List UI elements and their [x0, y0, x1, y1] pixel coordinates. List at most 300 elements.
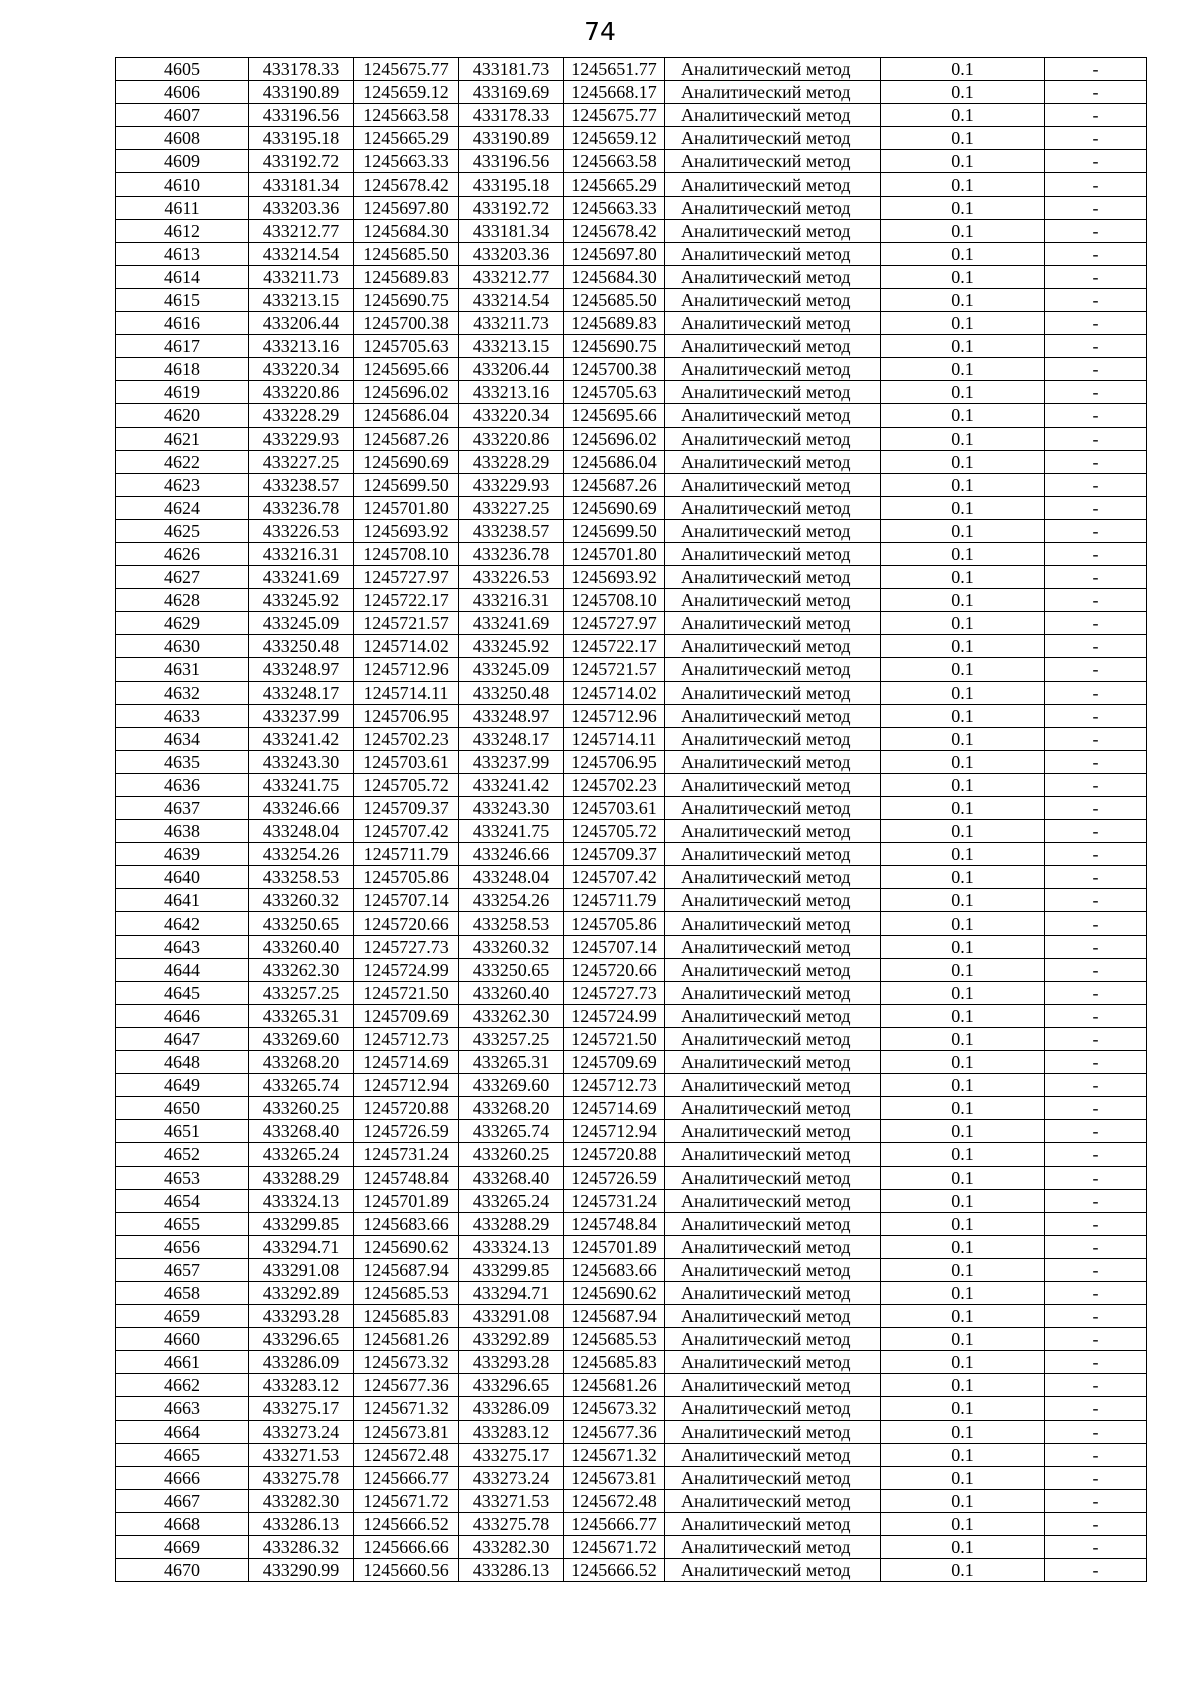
- note-cell: -: [1045, 750, 1147, 773]
- accuracy-cell: 0.1: [881, 358, 1045, 381]
- prev-x-cell: 433241.75: [459, 820, 564, 843]
- table-row: [116, 935, 1147, 958]
- table-row: [116, 1258, 1147, 1281]
- prev-y-cell: 1245705.86: [564, 912, 665, 935]
- x-coordinate-cell: 433238.57: [249, 473, 354, 496]
- note-cell: -: [1045, 1351, 1147, 1374]
- prev-y-cell: 1245685.53: [564, 1328, 665, 1351]
- y-coordinate-cell: 1245748.84: [354, 1166, 459, 1189]
- table-row: [116, 519, 1147, 542]
- method-cell: Аналитический метод: [665, 427, 881, 450]
- x-coordinate-cell: 433265.74: [249, 1074, 354, 1097]
- y-coordinate-cell: 1245712.94: [354, 1074, 459, 1097]
- point-number-cell: 4626: [116, 542, 249, 565]
- point-number-cell: 4662: [116, 1374, 249, 1397]
- note-cell: -: [1045, 797, 1147, 820]
- method-cell: Аналитический метод: [665, 127, 881, 150]
- accuracy-cell: 0.1: [881, 727, 1045, 750]
- prev-y-cell: 1245672.48: [564, 1489, 665, 1512]
- accuracy-cell: 0.1: [881, 150, 1045, 173]
- x-coordinate-cell: 433269.60: [249, 1027, 354, 1050]
- prev-x-cell: 433250.48: [459, 681, 564, 704]
- prev-y-cell: 1245684.30: [564, 265, 665, 288]
- method-cell: Аналитический метод: [665, 1027, 881, 1050]
- method-cell: Аналитический метод: [665, 104, 881, 127]
- prev-y-cell: 1245712.96: [564, 704, 665, 727]
- note-cell: -: [1045, 265, 1147, 288]
- prev-x-cell: 433181.73: [459, 58, 564, 81]
- table-row: [116, 104, 1147, 127]
- x-coordinate-cell: 433286.13: [249, 1512, 354, 1535]
- prev-y-cell: 1245665.29: [564, 173, 665, 196]
- y-coordinate-cell: 1245705.86: [354, 866, 459, 889]
- prev-x-cell: 433324.13: [459, 1235, 564, 1258]
- y-coordinate-cell: 1245714.11: [354, 681, 459, 704]
- y-coordinate-cell: 1245666.77: [354, 1466, 459, 1489]
- prev-x-cell: 433265.74: [459, 1120, 564, 1143]
- table-row: [116, 58, 1147, 81]
- x-coordinate-cell: 433294.71: [249, 1235, 354, 1258]
- x-coordinate-cell: 433195.18: [249, 127, 354, 150]
- method-cell: Аналитический метод: [665, 150, 881, 173]
- table-row: [116, 1281, 1147, 1304]
- accuracy-cell: 0.1: [881, 935, 1045, 958]
- note-cell: -: [1045, 219, 1147, 242]
- y-coordinate-cell: 1245697.80: [354, 196, 459, 219]
- method-cell: Аналитический метод: [665, 681, 881, 704]
- y-coordinate-cell: 1245706.95: [354, 704, 459, 727]
- accuracy-cell: 0.1: [881, 1027, 1045, 1050]
- note-cell: -: [1045, 1443, 1147, 1466]
- method-cell: Аналитический метод: [665, 935, 881, 958]
- accuracy-cell: 0.1: [881, 265, 1045, 288]
- method-cell: Аналитический метод: [665, 288, 881, 311]
- prev-x-cell: 433245.09: [459, 658, 564, 681]
- prev-x-cell: 433190.89: [459, 127, 564, 150]
- method-cell: Аналитический метод: [665, 1397, 881, 1420]
- accuracy-cell: 0.1: [881, 981, 1045, 1004]
- point-number-cell: 4610: [116, 173, 249, 196]
- prev-x-cell: 433257.25: [459, 1027, 564, 1050]
- point-number-cell: 4651: [116, 1120, 249, 1143]
- y-coordinate-cell: 1245712.73: [354, 1027, 459, 1050]
- accuracy-cell: 0.1: [881, 473, 1045, 496]
- prev-y-cell: 1245699.50: [564, 519, 665, 542]
- accuracy-cell: 0.1: [881, 1305, 1045, 1328]
- note-cell: -: [1045, 1051, 1147, 1074]
- method-cell: Аналитический метод: [665, 473, 881, 496]
- table-row: [116, 566, 1147, 589]
- prev-y-cell: 1245671.32: [564, 1443, 665, 1466]
- y-coordinate-cell: 1245709.69: [354, 1004, 459, 1027]
- point-number-cell: 4655: [116, 1212, 249, 1235]
- point-number-cell: 4615: [116, 288, 249, 311]
- note-cell: -: [1045, 1097, 1147, 1120]
- prev-x-cell: 433296.65: [459, 1374, 564, 1397]
- table-row: [116, 219, 1147, 242]
- table-row: [116, 820, 1147, 843]
- accuracy-cell: 0.1: [881, 1397, 1045, 1420]
- x-coordinate-cell: 433228.29: [249, 404, 354, 427]
- table-row: [116, 335, 1147, 358]
- method-cell: Аналитический метод: [665, 750, 881, 773]
- y-coordinate-cell: 1245673.32: [354, 1351, 459, 1374]
- method-cell: Аналитический метод: [665, 866, 881, 889]
- note-cell: -: [1045, 404, 1147, 427]
- method-cell: Аналитический метод: [665, 727, 881, 750]
- table-row: [116, 1004, 1147, 1027]
- y-coordinate-cell: 1245687.26: [354, 427, 459, 450]
- accuracy-cell: 0.1: [881, 773, 1045, 796]
- method-cell: Аналитический метод: [665, 1374, 881, 1397]
- point-number-cell: 4657: [116, 1258, 249, 1281]
- table-row: [116, 1235, 1147, 1258]
- prev-x-cell: 433227.25: [459, 496, 564, 519]
- x-coordinate-cell: 433203.36: [249, 196, 354, 219]
- table-row: [116, 589, 1147, 612]
- prev-y-cell: 1245685.83: [564, 1351, 665, 1374]
- table-row: [116, 1051, 1147, 1074]
- prev-y-cell: 1245707.42: [564, 866, 665, 889]
- prev-y-cell: 1245706.95: [564, 750, 665, 773]
- point-number-cell: 4618: [116, 358, 249, 381]
- x-coordinate-cell: 433248.04: [249, 820, 354, 843]
- accuracy-cell: 0.1: [881, 427, 1045, 450]
- table-row: [116, 196, 1147, 219]
- method-cell: Аналитический метод: [665, 958, 881, 981]
- y-coordinate-cell: 1245693.92: [354, 519, 459, 542]
- x-coordinate-cell: 433291.08: [249, 1258, 354, 1281]
- prev-x-cell: 433192.72: [459, 196, 564, 219]
- point-number-cell: 4627: [116, 566, 249, 589]
- point-number-cell: 4621: [116, 427, 249, 450]
- accuracy-cell: 0.1: [881, 1212, 1045, 1235]
- x-coordinate-cell: 433212.77: [249, 219, 354, 242]
- point-number-cell: 4644: [116, 958, 249, 981]
- table-row: [116, 1305, 1147, 1328]
- point-number-cell: 4608: [116, 127, 249, 150]
- prev-y-cell: 1245651.77: [564, 58, 665, 81]
- y-coordinate-cell: 1245727.97: [354, 566, 459, 589]
- y-coordinate-cell: 1245690.62: [354, 1235, 459, 1258]
- table-row: [116, 981, 1147, 1004]
- prev-y-cell: 1245695.66: [564, 404, 665, 427]
- table-row: [116, 473, 1147, 496]
- y-coordinate-cell: 1245714.69: [354, 1051, 459, 1074]
- x-coordinate-cell: 433250.65: [249, 912, 354, 935]
- table-row: [116, 750, 1147, 773]
- accuracy-cell: 0.1: [881, 704, 1045, 727]
- x-coordinate-cell: 433286.09: [249, 1351, 354, 1374]
- prev-x-cell: 433243.30: [459, 797, 564, 820]
- prev-y-cell: 1245687.26: [564, 473, 665, 496]
- x-coordinate-cell: 433192.72: [249, 150, 354, 173]
- prev-y-cell: 1245720.66: [564, 958, 665, 981]
- prev-y-cell: 1245712.73: [564, 1074, 665, 1097]
- method-cell: Аналитический метод: [665, 358, 881, 381]
- note-cell: -: [1045, 1258, 1147, 1281]
- accuracy-cell: 0.1: [881, 1074, 1045, 1097]
- point-number-cell: 4664: [116, 1420, 249, 1443]
- table-row: [116, 1559, 1147, 1582]
- table-row: [116, 727, 1147, 750]
- prev-x-cell: 433258.53: [459, 912, 564, 935]
- prev-x-cell: 433181.34: [459, 219, 564, 242]
- y-coordinate-cell: 1245671.72: [354, 1489, 459, 1512]
- prev-y-cell: 1245701.80: [564, 542, 665, 565]
- point-number-cell: 4628: [116, 589, 249, 612]
- prev-y-cell: 1245709.69: [564, 1051, 665, 1074]
- x-coordinate-cell: 433293.28: [249, 1305, 354, 1328]
- x-coordinate-cell: 433229.93: [249, 427, 354, 450]
- method-cell: Аналитический метод: [665, 81, 881, 104]
- method-cell: Аналитический метод: [665, 1189, 881, 1212]
- note-cell: -: [1045, 1559, 1147, 1582]
- prev-x-cell: 433213.15: [459, 335, 564, 358]
- note-cell: -: [1045, 1166, 1147, 1189]
- point-number-cell: 4633: [116, 704, 249, 727]
- prev-x-cell: 433268.40: [459, 1166, 564, 1189]
- accuracy-cell: 0.1: [881, 219, 1045, 242]
- note-cell: -: [1045, 889, 1147, 912]
- x-coordinate-cell: 433275.17: [249, 1397, 354, 1420]
- prev-y-cell: 1245689.83: [564, 312, 665, 335]
- point-number-cell: 4661: [116, 1351, 249, 1374]
- method-cell: Аналитический метод: [665, 542, 881, 565]
- accuracy-cell: 0.1: [881, 127, 1045, 150]
- prev-y-cell: 1245724.99: [564, 1004, 665, 1027]
- prev-x-cell: 433229.93: [459, 473, 564, 496]
- note-cell: -: [1045, 1189, 1147, 1212]
- note-cell: -: [1045, 773, 1147, 796]
- table-row: [116, 358, 1147, 381]
- y-coordinate-cell: 1245660.56: [354, 1559, 459, 1582]
- x-coordinate-cell: 433250.48: [249, 635, 354, 658]
- point-number-cell: 4617: [116, 335, 249, 358]
- point-number-cell: 4648: [116, 1051, 249, 1074]
- point-number-cell: 4625: [116, 519, 249, 542]
- method-cell: Аналитический метод: [665, 265, 881, 288]
- method-cell: Аналитический метод: [665, 981, 881, 1004]
- accuracy-cell: 0.1: [881, 658, 1045, 681]
- prev-x-cell: 433241.69: [459, 612, 564, 635]
- accuracy-cell: 0.1: [881, 1489, 1045, 1512]
- y-coordinate-cell: 1245705.63: [354, 335, 459, 358]
- prev-x-cell: 433248.04: [459, 866, 564, 889]
- prev-x-cell: 433291.08: [459, 1305, 564, 1328]
- note-cell: -: [1045, 635, 1147, 658]
- prev-x-cell: 433203.36: [459, 242, 564, 265]
- accuracy-cell: 0.1: [881, 542, 1045, 565]
- y-coordinate-cell: 1245707.14: [354, 889, 459, 912]
- method-cell: Аналитический метод: [665, 381, 881, 404]
- point-number-cell: 4652: [116, 1143, 249, 1166]
- table-row: [116, 150, 1147, 173]
- point-number-cell: 4656: [116, 1235, 249, 1258]
- table-row: [116, 1512, 1147, 1535]
- point-number-cell: 4653: [116, 1166, 249, 1189]
- prev-y-cell: 1245673.32: [564, 1397, 665, 1420]
- note-cell: -: [1045, 1305, 1147, 1328]
- note-cell: -: [1045, 935, 1147, 958]
- prev-y-cell: 1245666.77: [564, 1512, 665, 1535]
- accuracy-cell: 0.1: [881, 58, 1045, 81]
- prev-x-cell: 433262.30: [459, 1004, 564, 1027]
- table-row: [116, 1328, 1147, 1351]
- y-coordinate-cell: 1245703.61: [354, 750, 459, 773]
- table-row: [116, 1212, 1147, 1235]
- note-cell: -: [1045, 173, 1147, 196]
- prev-x-cell: 433282.30: [459, 1536, 564, 1559]
- method-cell: Аналитический метод: [665, 566, 881, 589]
- accuracy-cell: 0.1: [881, 1536, 1045, 1559]
- point-number-cell: 4605: [116, 58, 249, 81]
- prev-y-cell: 1245703.61: [564, 797, 665, 820]
- prev-x-cell: 433286.13: [459, 1559, 564, 1582]
- table-row: [116, 1466, 1147, 1489]
- note-cell: -: [1045, 981, 1147, 1004]
- x-coordinate-cell: 433258.53: [249, 866, 354, 889]
- x-coordinate-cell: 433290.99: [249, 1559, 354, 1582]
- x-coordinate-cell: 433190.89: [249, 81, 354, 104]
- point-number-cell: 4638: [116, 820, 249, 843]
- table-row: [116, 496, 1147, 519]
- point-number-cell: 4614: [116, 265, 249, 288]
- table-row: [116, 542, 1147, 565]
- y-coordinate-cell: 1245686.04: [354, 404, 459, 427]
- point-number-cell: 4639: [116, 843, 249, 866]
- prev-x-cell: 433273.24: [459, 1466, 564, 1489]
- note-cell: -: [1045, 496, 1147, 519]
- prev-x-cell: 433293.28: [459, 1351, 564, 1374]
- point-number-cell: 4629: [116, 612, 249, 635]
- prev-y-cell: 1245705.63: [564, 381, 665, 404]
- table-row: [116, 312, 1147, 335]
- table-row: [116, 1351, 1147, 1374]
- method-cell: Аналитический метод: [665, 1420, 881, 1443]
- point-number-cell: 4670: [116, 1559, 249, 1582]
- note-cell: -: [1045, 566, 1147, 589]
- note-cell: -: [1045, 658, 1147, 681]
- table-row: [116, 1189, 1147, 1212]
- prev-y-cell: 1245708.10: [564, 589, 665, 612]
- y-coordinate-cell: 1245722.17: [354, 589, 459, 612]
- point-number-cell: 4666: [116, 1466, 249, 1489]
- prev-x-cell: 433294.71: [459, 1281, 564, 1304]
- accuracy-cell: 0.1: [881, 404, 1045, 427]
- method-cell: Аналитический метод: [665, 1074, 881, 1097]
- x-coordinate-cell: 433216.31: [249, 542, 354, 565]
- x-coordinate-cell: 433275.78: [249, 1466, 354, 1489]
- prev-y-cell: 1245707.14: [564, 935, 665, 958]
- note-cell: -: [1045, 727, 1147, 750]
- method-cell: Аналитический метод: [665, 242, 881, 265]
- method-cell: Аналитический метод: [665, 1559, 881, 1582]
- y-coordinate-cell: 1245714.02: [354, 635, 459, 658]
- note-cell: -: [1045, 288, 1147, 311]
- x-coordinate-cell: 433271.53: [249, 1443, 354, 1466]
- x-coordinate-cell: 433214.54: [249, 242, 354, 265]
- method-cell: Аналитический метод: [665, 1143, 881, 1166]
- table-row: [116, 1489, 1147, 1512]
- accuracy-cell: 0.1: [881, 589, 1045, 612]
- method-cell: Аналитический метод: [665, 820, 881, 843]
- y-coordinate-cell: 1245663.33: [354, 150, 459, 173]
- y-coordinate-cell: 1245685.83: [354, 1305, 459, 1328]
- y-coordinate-cell: 1245711.79: [354, 843, 459, 866]
- note-cell: -: [1045, 427, 1147, 450]
- accuracy-cell: 0.1: [881, 889, 1045, 912]
- note-cell: -: [1045, 1489, 1147, 1512]
- y-coordinate-cell: 1245663.58: [354, 104, 459, 127]
- y-coordinate-cell: 1245695.66: [354, 358, 459, 381]
- method-cell: Аналитический метод: [665, 912, 881, 935]
- accuracy-cell: 0.1: [881, 1166, 1045, 1189]
- prev-y-cell: 1245677.36: [564, 1420, 665, 1443]
- method-cell: Аналитический метод: [665, 1258, 881, 1281]
- page-number: 74: [584, 17, 616, 46]
- note-cell: -: [1045, 1074, 1147, 1097]
- y-coordinate-cell: 1245678.42: [354, 173, 459, 196]
- method-cell: Аналитический метод: [665, 1489, 881, 1512]
- accuracy-cell: 0.1: [881, 1051, 1045, 1074]
- point-number-cell: 4634: [116, 727, 249, 750]
- prev-y-cell: 1245701.89: [564, 1235, 665, 1258]
- coordinates-table: [115, 57, 1147, 1582]
- table-row: [116, 1397, 1147, 1420]
- x-coordinate-cell: 433260.32: [249, 889, 354, 912]
- method-cell: Аналитический метод: [665, 1281, 881, 1304]
- table-row: [116, 381, 1147, 404]
- note-cell: -: [1045, 681, 1147, 704]
- prev-y-cell: 1245748.84: [564, 1212, 665, 1235]
- accuracy-cell: 0.1: [881, 312, 1045, 335]
- prev-y-cell: 1245726.59: [564, 1166, 665, 1189]
- note-cell: -: [1045, 542, 1147, 565]
- prev-y-cell: 1245722.17: [564, 635, 665, 658]
- table-row: [116, 1443, 1147, 1466]
- x-coordinate-cell: 433245.92: [249, 589, 354, 612]
- prev-y-cell: 1245720.88: [564, 1143, 665, 1166]
- y-coordinate-cell: 1245696.02: [354, 381, 459, 404]
- prev-x-cell: 433254.26: [459, 889, 564, 912]
- prev-x-cell: 433245.92: [459, 635, 564, 658]
- accuracy-cell: 0.1: [881, 912, 1045, 935]
- prev-x-cell: 433226.53: [459, 566, 564, 589]
- note-cell: -: [1045, 1420, 1147, 1443]
- accuracy-cell: 0.1: [881, 820, 1045, 843]
- prev-x-cell: 433286.09: [459, 1397, 564, 1420]
- prev-y-cell: 1245700.38: [564, 358, 665, 381]
- prev-y-cell: 1245714.69: [564, 1097, 665, 1120]
- y-coordinate-cell: 1245675.77: [354, 58, 459, 81]
- y-coordinate-cell: 1245672.48: [354, 1443, 459, 1466]
- note-cell: -: [1045, 1004, 1147, 1027]
- method-cell: Аналитический метод: [665, 1235, 881, 1258]
- point-number-cell: 4659: [116, 1305, 249, 1328]
- prev-x-cell: 433268.20: [459, 1097, 564, 1120]
- x-coordinate-cell: 433288.29: [249, 1166, 354, 1189]
- y-coordinate-cell: 1245685.50: [354, 242, 459, 265]
- method-cell: Аналитический метод: [665, 773, 881, 796]
- x-coordinate-cell: 433262.30: [249, 958, 354, 981]
- prev-y-cell: 1245673.81: [564, 1466, 665, 1489]
- note-cell: -: [1045, 1512, 1147, 1535]
- prev-y-cell: 1245675.77: [564, 104, 665, 127]
- y-coordinate-cell: 1245721.50: [354, 981, 459, 1004]
- x-coordinate-cell: 433296.65: [249, 1328, 354, 1351]
- accuracy-cell: 0.1: [881, 797, 1045, 820]
